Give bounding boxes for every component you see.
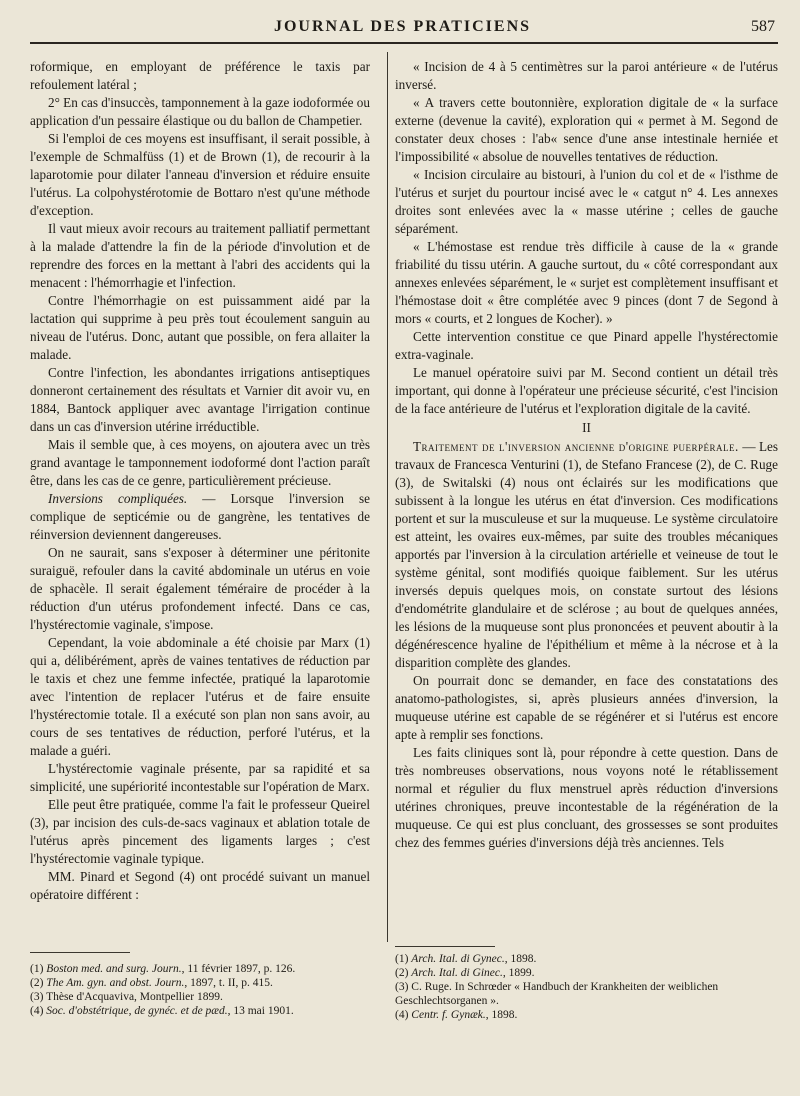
footnote-number: (3) <box>30 991 47 1003</box>
footnote-detail: , 1897, t. II, p. 415. <box>184 977 273 989</box>
footnote-source: Arch. Ital. di Gynec. <box>411 953 505 965</box>
paragraph: Cependant, la voie abdominale a été choisie par Marx (1) qui a, délibérément, après de vaines tentatives de réduction par le taxis et chez une femme infectée, pratiqué la laparotomie avec l'intention de replacer l'utérus et de faire ensuite l'hystérectomie totale. Il a exécuté son plan non sans avoir, au cours de ses tentatives de réduction, perforé l'utérus, et la malade a guéri. <box>30 635 370 758</box>
footnote-detail: , 1899. <box>502 967 535 979</box>
footnote-number: (1) <box>395 953 412 965</box>
footnote-source: Centr. f. Gynæk. <box>411 1009 486 1021</box>
paragraph: MM. Pinard et Segond (4) ont procédé suivant un manuel opératoire différent : <box>30 869 370 902</box>
footnote-number: (4) <box>30 1005 47 1017</box>
footnote-detail: C. Ruge. In Schrœder « Handbuch der Krankheiten der weiblichen Geschlechtsorganen ». <box>395 981 719 1007</box>
paragraph: Mais il semble que, à ces moyens, on ajoutera avec un très grand avantage le tamponnement iodoformé dont l'action paraît être, dans les cas de ce genre, particulièrement précieuse. <box>30 437 370 488</box>
footnote-source: The Am. gyn. and obst. Journ. <box>46 977 185 989</box>
paragraph: On ne saurait, sans s'exposer à déterminer une péritonite suraiguë, refouler dans la cavité abdominale un utérus en voie de sphacèle. Il serait également téméraire de procéder à la réduction d'un utérus profondement infecté. Dans ce cas, l'hystérectomie vaginale, s'impose. <box>30 545 370 632</box>
footnote <box>30 990 375 1004</box>
footnote-detail: , 1898. <box>504 953 537 965</box>
right-footnotes <box>395 952 778 1022</box>
paragraph-text: — Lorsque l'inversion se complique de septicémie ou de gangrène, les tentatives de réinversion deviennent dangereuses. <box>30 491 371 542</box>
footnote-source: Soc. d'obstétrique, de gynéc. et de pæd. <box>46 1005 228 1017</box>
paragraph: 2° En cas d'insuccès, tamponnement à la gaze iodoformée ou application d'un pessaire élastique ou du ballon de Champetier. <box>30 95 370 128</box>
footnote-detail: , 1898. <box>485 1009 518 1021</box>
right-column <box>395 58 778 852</box>
quote-paragraph: « Incision de 4 à 5 centimètres sur la paroi antérieure « de l'utérus inversé. <box>395 59 778 92</box>
footnote <box>30 976 375 990</box>
footnote <box>30 962 375 976</box>
paragraph: L'hystérectomie vaginale présente, par sa rapidité et sa simplicité, une supériorité incontestable sur l'opération de Marx. <box>30 761 370 794</box>
footnote-detail: Thèse d'Acquaviva, Montpellier 1899. <box>46 991 223 1003</box>
subsection-title: Inversions compliquées. <box>48 491 188 506</box>
section-number: II <box>582 420 591 435</box>
column-divider <box>387 52 388 942</box>
footnote-number: (3) <box>395 981 412 993</box>
footnote <box>395 1008 778 1022</box>
paragraph: Les faits cliniques sont là, pour répondre à cette question. Dans de très nombreuses observations, nous voyons noté le rétablissement normal et régulier du flux menstruel après réduction d'inversions utérines chroniques, preuve incontestable de la régénération de la muqueuse. Ce qui est plus concluant, des grossesses se sont produites chez des femmes guéries d'inversions déjà très anciennes. Tels <box>395 745 778 850</box>
header-rule <box>30 42 778 44</box>
footnote-source: Arch. Ital. di Ginec. <box>411 967 503 979</box>
quote-paragraph: « Incision circulaire au bistouri, à l'union du col et de « l'isthme de l'utérus et surjet du pourtour incisé avec le « catgut n° 4. Les annexes droites sont enlevées avec la « masse utérine ; celles de gauche séparément. <box>395 167 778 236</box>
section-title: Traitement de l'inversion ancienne d'origine puerpérale. <box>413 439 739 454</box>
footnote-number: (4) <box>395 1009 412 1021</box>
paragraph: On pourrait donc se demander, en face des constatations des anatomo-pathologistes, si, après plusieurs années d'inversion, la muqueuse utérine est capable de se régénérer et si l'utérus est encore apte à remplir ses fonctions. <box>395 673 778 742</box>
left-footnotes <box>30 962 375 1018</box>
footnote-rule <box>395 946 495 947</box>
paragraph: Si l'emploi de ces moyens est insuffisant, il serait possible, à l'exemple de Schmalfüss (1) et de Brown (1), de recourir à la laparotomie pour dilater l'anneau d'inversion et réduire ensuite l'utérus. La colpohystérotomie de Bottaro n'est qu'une méthode d'exception. <box>30 131 370 218</box>
page-number: 587 <box>751 18 775 35</box>
footnote <box>30 1004 375 1018</box>
paragraph: Contre l'hémorrhagie on est puissamment aidé par la lactation qui supprime à peu près tout écoulement sanguin au niveau de l'utérus. Donc, autant que possible, on fera allaiter la malade. <box>30 293 370 362</box>
paragraph <box>30 490 370 544</box>
paragraph <box>395 438 778 672</box>
paragraph: Elle peut être pratiquée, comme l'a fait le professeur Queirel (3), par incision des culs-de-sacs vaginaux et ablation totale de l'utérus après pincement des ligaments larges ; c'est l'hystérectomie vaginale typique. <box>30 797 370 866</box>
paragraph: Le manuel opératoire suivi par M. Second contient un détail très important, qui donne à l'opérateur une précieuse sécurité, c'est l'incision de la face antérieure de l'utérus et l'exploration digitale de la cavité. <box>395 365 778 416</box>
footnote-source: Boston med. and surg. Journ. <box>46 963 182 975</box>
paragraph: Contre l'infection, les abondantes irrigations antiseptiques donneront certainement des résultats et Varnier dit avoir vu, en 1884, Bantock appliquer avec avantage l'irrigation continue dans un cas d'inversion utérine irréductible. <box>30 365 370 434</box>
quote-paragraph: « A travers cette boutonnière, exploration digitale de « la surface externe (devenue la cavité), exploration qui « permet à M. Segond de constater deux choses : l'ab« sence d'une anse intestinale herniée et l'impossibilité « absolue de nouvelles tentatives de réduction. <box>395 95 778 164</box>
page-header <box>30 16 775 38</box>
left-column <box>30 58 370 904</box>
footnote-number: (2) <box>30 977 47 989</box>
footnote-rule <box>30 952 130 953</box>
footnote-number: (1) <box>30 963 47 975</box>
paragraph: Il vaut mieux avoir recours au traitement palliatif permettant à la malade d'attendre la fin de la période d'involution et de reprendre des forces en la mettant à l'abri des accidents qui la menacent : l'hémorrhagie et l'infection. <box>30 221 370 290</box>
paragraph: roformique, en employant de préférence le taxis par refoulement latéral ; <box>30 59 370 92</box>
footnote <box>395 980 778 1008</box>
footnote-number: (2) <box>395 967 412 979</box>
footnote-detail: , 13 mai 1901. <box>227 1005 294 1017</box>
footnote <box>395 966 778 980</box>
quote-paragraph: « L'hémostase est rendue très difficile à cause de la « grande friabilité du tissu utérin. A gauche surtout, du « côté correspondant aux annexes enlevées séparément, le « surjet est complètement insuffisant et l'hémostase doit « être complétée avec 9 pinces (dont 7 de Segond à mors « courts, et 2 longues de Kocher). » <box>395 239 778 326</box>
footnote <box>395 952 778 966</box>
paragraph: Cette intervention constitue ce que Pinard appelle l'hystérectomie extra-vaginale. <box>395 329 778 362</box>
footnote-detail: , 11 février 1897, p. 126. <box>181 963 296 975</box>
paragraph-text: — Les travaux de Francesca Venturini (1), de Stefano Francese (2), de C. Ruge (3), de Switalski (4) nous ont éclairés sur les modifications que subissent à la longue les utérus en état d'inversion. Ces modifications portent et sur la musculeuse et sur la muqueuse. Le système circulatoire est atteint, les ovaires eux-mêmes, par suite des troubles mécaniques apportés par l'inversion à la circulation artérielle et veineuse de tout le système génital, sont modifiés quoique faiblement. Sur les utérus inversés depuis quelques mois, on constate surtout des lésions d'endométrite glandulaire et de sclérose ; au bout de quelques années, les lésions de la muqueuse sont plus prononcées et peuvent aboutir à la dégénérescence hyaline de l'épithélium et même à la nécrose et à la disparition complète des glandes. <box>395 439 778 670</box>
journal-title: JOURNAL DES PRATICIENS <box>273 18 532 35</box>
